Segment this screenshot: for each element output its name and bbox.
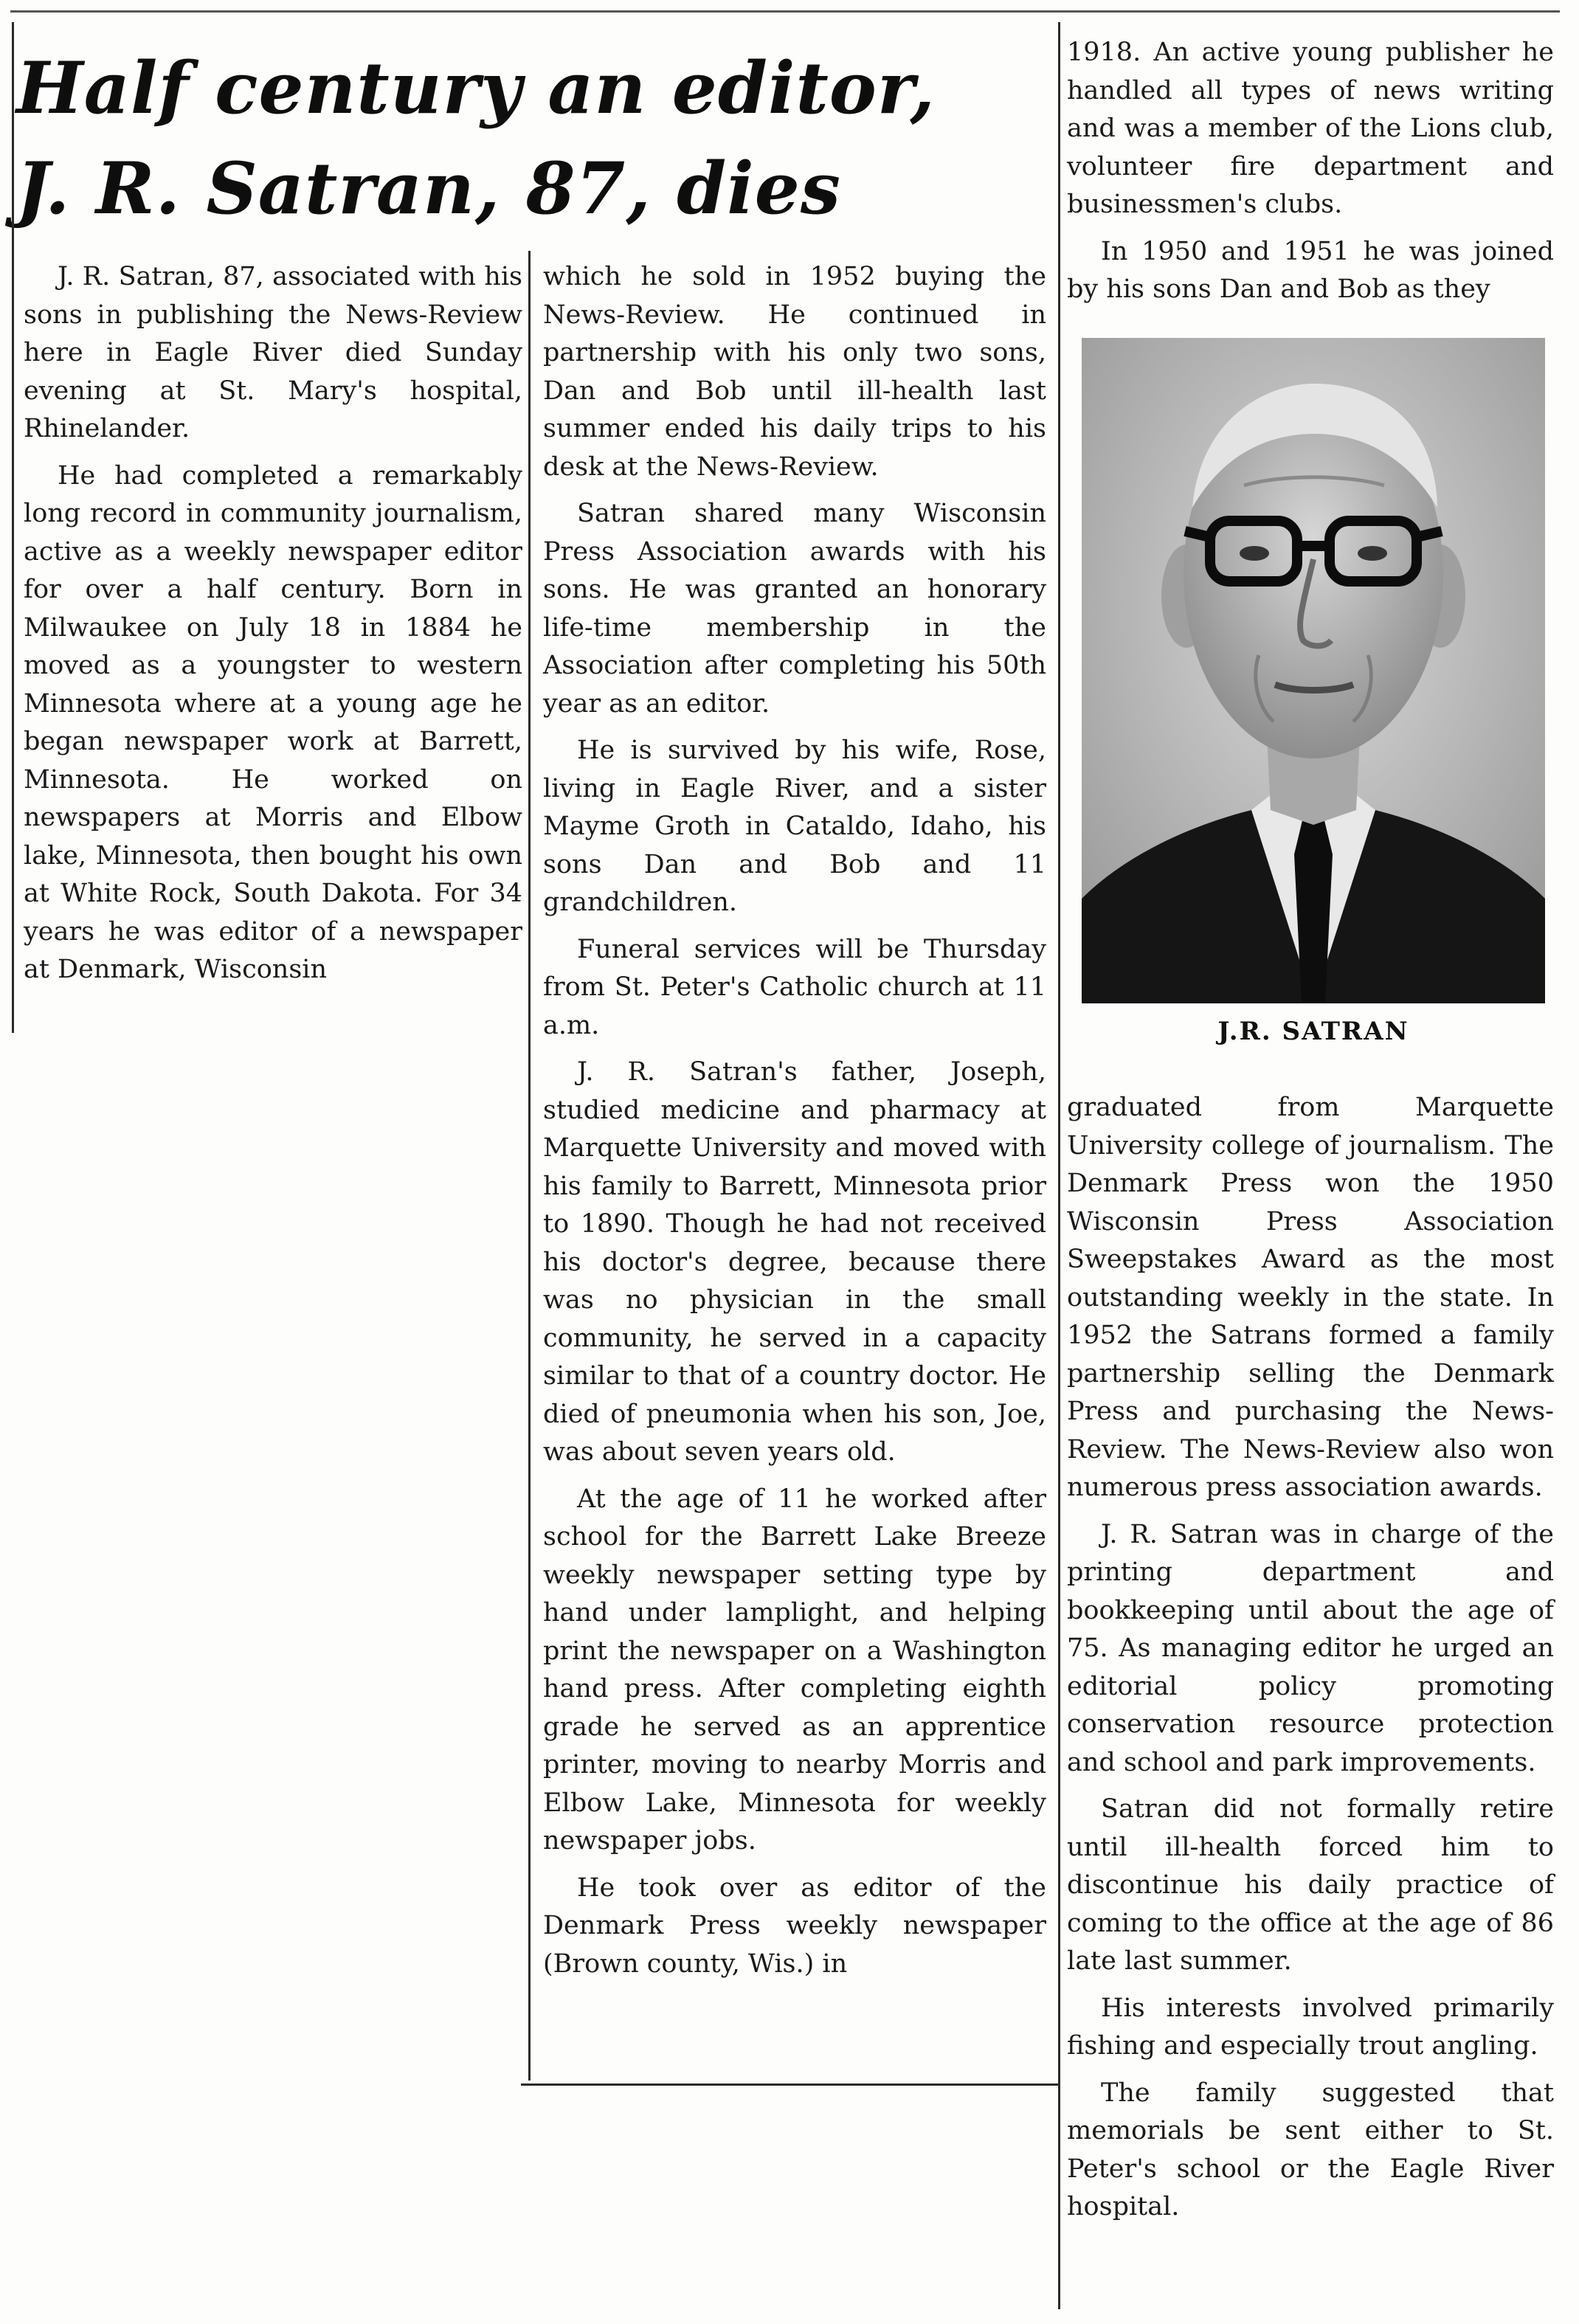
column-2-paragraph-1: which he sold in 1952 buying the News-Review. He continued in partnership with his only two sons, Dan and Bob until ill-health last summer ended his daily trips to his desk at the News-Review.	[543, 262, 1046, 482]
column-2-paragraph-7: He took over as editor of the Denmark Press weekly newspaper (Brown county, Wis.) in	[543, 1872, 1046, 1979]
column-2	[543, 258, 1046, 1992]
column-3-paragraph-3: graduated from Marquette University college of journalism. The Denmark Press won the 1950 Wisconsin Press Association Sweepstakes Award as the most outstanding weekly in the state. In 1952 the Satrans formed a family partnership selling the Denmark Press and purchasing the News-Review. The News-Review also won numerous press association awards.	[1067, 1093, 1554, 1502]
portrait-illustration	[1082, 338, 1545, 1003]
column-3-paragraph-7: The family suggested that memorials be sent either to St. Peter's school or the Eagle River hospital.	[1067, 2078, 1554, 2221]
column-3-paragraph-2: In 1950 and 1951 he was joined by his sons Dan and Bob as they	[1067, 236, 1554, 304]
column-rule-left	[12, 22, 14, 1033]
column-3-paragraph-4: J. R. Satran was in charge of the printing department and bookkeeping until about the age of 75. As managing editor he urged an editorial policy promoting conservation resource protection and school and park improvements.	[1067, 1519, 1554, 1777]
column-1	[24, 258, 522, 998]
column-1-paragraph-1: J. R. Satran, 87, associated with his sons in publishing the News-Review here in Eagle River died Sunday evening at St. Mary's hospital, Rhinelander.	[24, 262, 522, 443]
column-2-paragraph-6: At the age of 11 he worked after school for the Barrett Lake Breeze weekly newspaper setting type by hand under lamplight, and helping print the newspaper on a Washington hand press. After completing eighth grade he served as an apprentice printer, moving to nearby Morris and Elbow Lake, Minnesota for weekly newspaper jobs.	[543, 1484, 1046, 1856]
headline-line-2: J. R. Satran, 87, dies	[16, 147, 841, 230]
column-end-rule	[521, 2083, 1058, 2086]
column-rule-1	[528, 251, 531, 2081]
column-2-paragraph-5: J. R. Satran's father, Joseph, studied medicine and pharmacy at Marquette University and moved with his family to Barrett, Minnesota prior to 1890. Though he had not received his doctor's degree, because there was no physician in the small community, he served in a capacity similar to that of a country doctor. He died of pneumonia when his son, Joe, was about seven years old.	[543, 1057, 1046, 1467]
column-2-paragraph-3: He is survived by his wife, Rose, living in Eagle River, and a sister Mayme Groth in Cataldo, Idaho, his sons Dan and Bob and 11 grandchildren.	[543, 736, 1046, 917]
column-2-paragraph-2: Satran shared many Wisconsin Press Association awards with his sons. He was granted an honorary life-time membership in the Association after completing his 50th year as an editor.	[543, 499, 1046, 719]
portrait-photo	[1082, 338, 1545, 1003]
column-3-paragraph-5: Satran did not formally retire until ill-health forced him to discontinue his daily practice of coming to the office at the age of 86 late last summer.	[1067, 1794, 1554, 1976]
column-3-top	[1067, 34, 1554, 318]
column-3-bottom	[1067, 1089, 1554, 2235]
column-3-paragraph-1: 1918. An active young publisher he handled all types of news writing and was a member of the Lions club, volunteer fire department and businessmen's clubs.	[1067, 38, 1554, 219]
column-1-paragraph-2: He had completed a remarkably long record in community journalism, active as a weekly newspaper editor for over a half century. Born in Milwaukee on July 18 in 1884 he moved as a youngster to western Minnesota where at a young age he began newspaper work at Barrett, Minnesota. He worked on newspapers at Morris and Elbow lake, Minnesota, then bought his own at White Rock, South Dakota. For 34 years he was editor of a newspaper at Denmark, Wisconsin	[24, 460, 522, 984]
photo-caption: J.R. SATRAN	[1217, 1017, 1409, 1046]
column-3-paragraph-6: His interests involved primarily fishing and especially trout angling.	[1067, 1993, 1554, 2061]
column-2-paragraph-4: Funeral services will be Thursday from St. Peter's Catholic church at 11 a.m.	[543, 934, 1046, 1040]
column-rule-2	[1058, 22, 1060, 2309]
top-rule	[10, 10, 1560, 13]
headline-line-1: Half century an editor,	[16, 46, 936, 130]
headline	[16, 38, 1064, 239]
